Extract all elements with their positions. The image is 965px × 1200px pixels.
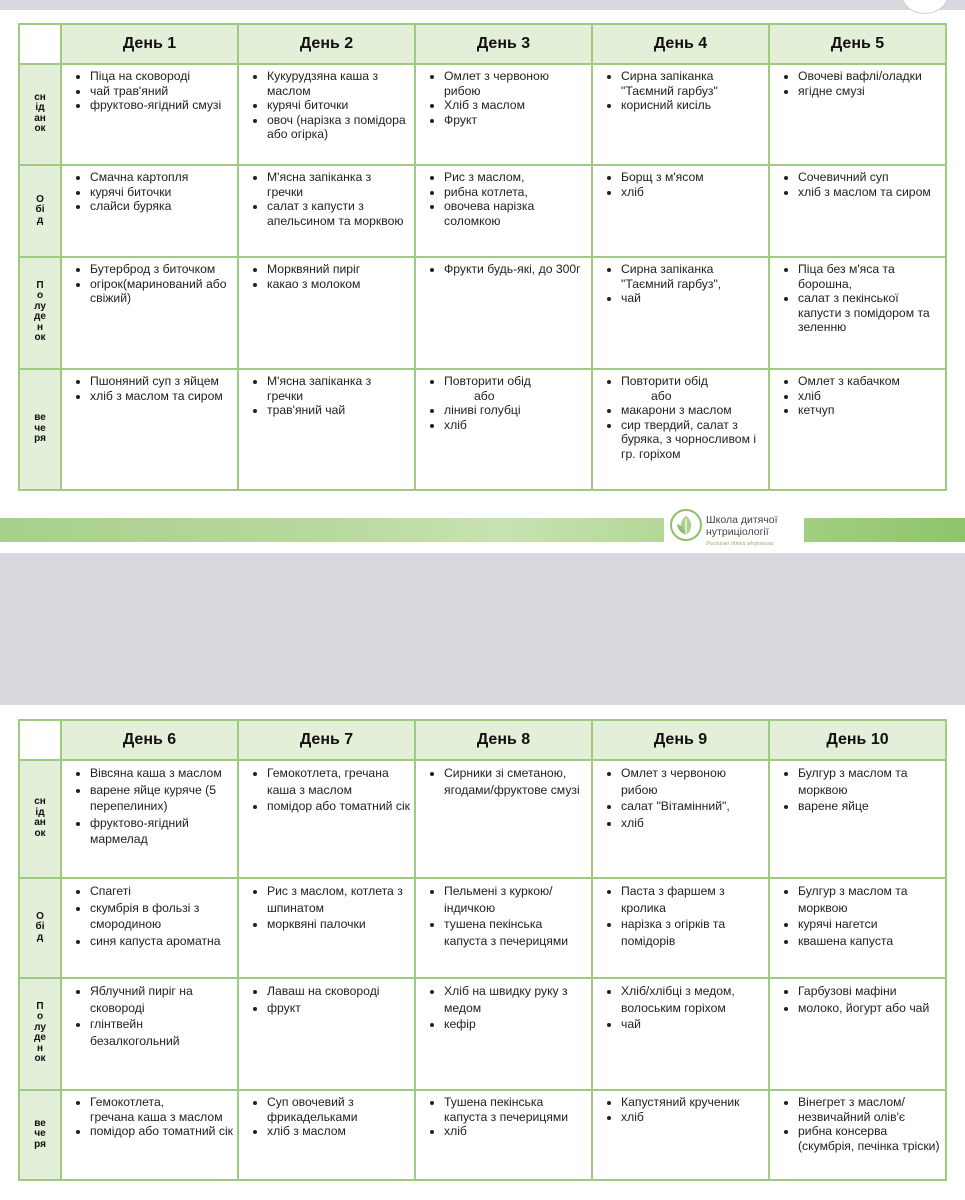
menu-item: • Хліб на швидку руку з медом	[444, 983, 587, 1016]
menu-item: • Яблучний пиріг на сковороді	[90, 983, 233, 1016]
corner-cell	[19, 24, 61, 64]
menu-item: • Повторити обід	[444, 374, 587, 389]
day-header: День 10	[769, 720, 946, 760]
menu-cell	[769, 257, 946, 369]
menu-cell	[61, 760, 238, 878]
meal-row-breakfast	[19, 64, 946, 165]
menu-cell	[769, 878, 946, 978]
menu-item: • нарізка з огірків та помідорів	[621, 916, 764, 949]
menu-item: • Повторити обід	[621, 374, 764, 389]
menu-cell	[415, 978, 592, 1090]
menu-cell	[238, 978, 415, 1090]
menu-cell	[769, 1090, 946, 1180]
menu-cell	[61, 369, 238, 490]
menu-cell	[769, 978, 946, 1090]
day-header: День 7	[238, 720, 415, 760]
menu-item: • глінтвейн безалкогольний	[90, 1016, 233, 1049]
meal-row-breakfast	[19, 760, 946, 878]
school-name-line2: нутриціології	[706, 526, 769, 538]
menu-item: • кетчуп	[798, 403, 941, 418]
page-gap	[0, 553, 965, 705]
menu-item: • Гемокотлета, гречана каша з маслом	[267, 765, 410, 798]
meal-label-cell	[19, 760, 61, 878]
menu-item: • хліб	[621, 815, 764, 832]
corner-cell	[19, 720, 61, 760]
menu-item: • ягідне смузі	[798, 84, 941, 99]
menu-cell	[415, 878, 592, 978]
menu-item: • помідор або томатний сік	[267, 798, 410, 815]
menu-item: • трав'яний чай	[267, 403, 410, 418]
menu-cell	[238, 64, 415, 165]
meal-row-snack	[19, 257, 946, 369]
meal-plan-table-2	[18, 719, 947, 1181]
menu-cell	[769, 64, 946, 165]
menu-item: • Фрукт	[444, 113, 587, 128]
school-name-line1: Школа дитячої	[706, 514, 778, 526]
menu-item: • хліб	[444, 418, 587, 433]
day-header: День 3	[415, 24, 592, 64]
menu-cell	[592, 165, 769, 257]
menu-item: • Омлет з червоною рибою	[444, 69, 587, 98]
menu-item: • хліб з маслом та сиром	[798, 185, 941, 200]
meal-label: Обід	[35, 193, 45, 226]
menu-item: • Сирна запіканка "Таємний гарбуз",	[621, 262, 764, 291]
menu-item: • фрукт	[267, 1000, 410, 1017]
menu-item-continuation: гречана каша з маслом	[90, 1109, 223, 1124]
menu-item: • Пшоняний суп з яйцем	[90, 374, 233, 389]
menu-cell	[415, 165, 592, 257]
meal-label-cell	[19, 257, 61, 369]
menu-item: • овочева нарізка соломкою	[444, 199, 587, 228]
menu-cell	[61, 878, 238, 978]
scroll-corner-button[interactable]	[902, 0, 948, 14]
menu-cell	[415, 369, 592, 490]
menu-item: • салат з пекінської капусти з помідором та зеленню	[798, 291, 941, 335]
menu-cell	[61, 64, 238, 165]
menu-item: • Суп овочевий з фрикадельками	[267, 1095, 410, 1124]
menu-item: • хліб з маслом та сиром	[90, 389, 233, 404]
menu-cell	[238, 257, 415, 369]
menu-item: • огірок(маринований або свіжий)	[90, 277, 233, 306]
school-logo	[664, 505, 804, 553]
menu-item: • помідор або томатний сік	[90, 1124, 233, 1139]
menu-item: • фруктово-ягідний смузі	[90, 98, 233, 113]
menu-item: • М'ясна запіканка з гречки	[267, 170, 410, 199]
menu-item: • Тушена пекінська капуста з печерицями	[444, 1095, 587, 1124]
menu-cell	[238, 878, 415, 978]
menu-cell	[61, 1090, 238, 1180]
school-name	[706, 514, 806, 538]
day-header: День 1	[61, 24, 238, 64]
menu-cell	[61, 257, 238, 369]
menu-item: • хліб	[621, 185, 764, 200]
menu-item: • курячі биточки	[90, 185, 233, 200]
menu-item: • Піца без м'яса та борошна,	[798, 262, 941, 291]
menu-cell	[61, 978, 238, 1090]
menu-cell	[238, 369, 415, 490]
menu-item: • Гарбузові мафіни	[798, 983, 941, 1000]
meal-label-cell	[19, 1090, 61, 1180]
menu-item: • варене яйце	[798, 798, 941, 815]
menu-item: • Борщ з м'ясом	[621, 170, 764, 185]
menu-item: • тушена пекінська капуста з печерицями	[444, 916, 587, 949]
menu-item: • молоко, йогурт або чай	[798, 1000, 941, 1017]
menu-cell	[415, 257, 592, 369]
menu-item: • Сочевичний суп	[798, 170, 941, 185]
menu-item: • Кукурудзяна каша з маслом	[267, 69, 410, 98]
day-header: День 4	[592, 24, 769, 64]
menu-item: • рибна котлета,	[444, 185, 587, 200]
menu-item: • рибна консерва (скумбрія, печінка тріски)	[798, 1124, 941, 1153]
menu-cell	[238, 1090, 415, 1180]
menu-item-continuation: або	[474, 388, 495, 403]
day-header: День 5	[769, 24, 946, 64]
menu-item: • фруктово-ягідний мармелад	[90, 815, 233, 848]
menu-item: • Рис з маслом,	[444, 170, 587, 185]
menu-item: • Рис з маслом, котлета з шпинатом	[267, 883, 410, 916]
menu-item: • чай трав'яний	[90, 84, 233, 99]
menu-cell	[592, 978, 769, 1090]
menu-item: • Булгур з маслом та морквою	[798, 765, 941, 798]
menu-cell	[769, 165, 946, 257]
menu-cell	[592, 1090, 769, 1180]
menu-item: • Морквяний пиріг	[267, 262, 410, 277]
meal-row-lunch	[19, 165, 946, 257]
meal-row-dinner	[19, 369, 946, 490]
menu-item: • синя капуста ароматна	[90, 933, 233, 950]
menu-item: • Смачна картопля	[90, 170, 233, 185]
menu-item: • салат "Вітамінний",	[621, 798, 764, 815]
menu-item: • ліниві голубці	[444, 403, 587, 418]
menu-cell	[592, 64, 769, 165]
meal-label-cell	[19, 878, 61, 978]
menu-cell	[592, 760, 769, 878]
menu-cell	[592, 369, 769, 490]
menu-item: • квашена капуста	[798, 933, 941, 950]
menu-item: • Бутерброд з биточком	[90, 262, 233, 277]
menu-item: • хліб	[444, 1124, 587, 1139]
menu-item: • курячі биточки	[267, 98, 410, 113]
menu-item: • морквяні палочки	[267, 916, 410, 933]
menu-item: • Паста з фаршем з кролика	[621, 883, 764, 916]
menu-item: • хліб	[798, 389, 941, 404]
menu-item: • варене яйце куряче (5 перепелиних)	[90, 782, 233, 815]
menu-item: • корисний кисіль	[621, 98, 764, 113]
meal-label: вечеря	[34, 412, 46, 444]
menu-cell	[415, 64, 592, 165]
meal-label: Полуденок	[34, 279, 46, 344]
menu-item: • сир твердий, салат з буряка, з чорносливом і гр. горіхом	[621, 418, 764, 462]
meal-label-cell	[19, 64, 61, 165]
menu-item: • Сирники зі сметаною, ягодами/фруктове смузі	[444, 765, 587, 798]
meal-label: сніданок	[34, 91, 46, 135]
day-header: День 8	[415, 720, 592, 760]
menu-item: • макарони з маслом	[621, 403, 764, 418]
day-header: День 2	[238, 24, 415, 64]
menu-item: • чай	[621, 1016, 764, 1033]
menu-cell	[592, 878, 769, 978]
menu-cell	[769, 760, 946, 878]
menu-item: • кефір	[444, 1016, 587, 1033]
menu-cell	[592, 257, 769, 369]
menu-item: • Лаваш на сковороді	[267, 983, 410, 1000]
top-strip	[0, 0, 965, 10]
menu-cell	[415, 1090, 592, 1180]
meal-label-cell	[19, 165, 61, 257]
menu-item: • Фрукти будь-які, до 300г	[444, 262, 587, 277]
menu-item: • салат з капусти з апельсином та морквою	[267, 199, 410, 228]
menu-item: • хліб з маслом	[267, 1124, 410, 1139]
day-header: День 9	[592, 720, 769, 760]
menu-cell	[238, 165, 415, 257]
menu-item: • Пельмені з куркою/індичкою	[444, 883, 587, 916]
day-header-row	[19, 24, 946, 64]
menu-cell	[415, 760, 592, 878]
meal-plan-table-1	[18, 23, 947, 491]
meal-row-snack	[19, 978, 946, 1090]
menu-item: • какао з молоком	[267, 277, 410, 292]
menu-item: • курячі нагетси	[798, 916, 941, 933]
meal-label-cell	[19, 369, 61, 490]
menu-item: • Піца на сковороді	[90, 69, 233, 84]
menu-item-continuation: або	[651, 388, 672, 403]
green-divider-band	[0, 518, 965, 542]
menu-item: • Булгур з маслом та морквою	[798, 883, 941, 916]
menu-item: • скумбрія в фользі з смородиною	[90, 900, 233, 933]
menu-item: • Омлет з червоною рибою	[621, 765, 764, 798]
menu-cell	[61, 165, 238, 257]
menu-item: • слайси буряка	[90, 199, 233, 214]
menu-item: • Овочеві вафлі/оладки	[798, 69, 941, 84]
meal-label: вечеря	[34, 1117, 46, 1150]
menu-item: • Спагеті	[90, 883, 233, 900]
menu-item: • Хліб з маслом	[444, 98, 587, 113]
menu-item: • Вінегрет з маслом/незвичайний олів'є	[798, 1095, 941, 1124]
meal-label: Обід	[35, 910, 45, 943]
meal-label-cell	[19, 978, 61, 1090]
meal-row-lunch	[19, 878, 946, 978]
menu-item: • Сирна запіканка "Таємний гарбуз"	[621, 69, 764, 98]
menu-item: • овоч (нарізка з помідора або огірка)	[267, 113, 410, 142]
menu-item: • Гемокотлета,	[90, 1095, 233, 1110]
menu-cell	[769, 369, 946, 490]
menu-item: • Вівсяна каша з маслом	[90, 765, 233, 782]
menu-item: • хліб	[621, 1110, 764, 1125]
menu-item: • Хліб/хлібці з медом, волоським горіхом	[621, 983, 764, 1016]
menu-item: • Капустяний крученик	[621, 1095, 764, 1110]
meal-label: Полуденок	[34, 1000, 46, 1065]
leaf-logo-icon	[669, 508, 703, 542]
menu-item: • Омлет з кабачком	[798, 374, 941, 389]
menu-item: • чай	[621, 291, 764, 306]
menu-item: • М'ясна запіканка з гречки	[267, 374, 410, 403]
meal-row-dinner	[19, 1090, 946, 1180]
meal-label: сніданок	[34, 796, 46, 839]
day-header: День 6	[61, 720, 238, 760]
day-header-row	[19, 720, 946, 760]
menu-cell	[238, 760, 415, 878]
school-slogan: Ростимо дітей здоровими	[706, 541, 774, 547]
